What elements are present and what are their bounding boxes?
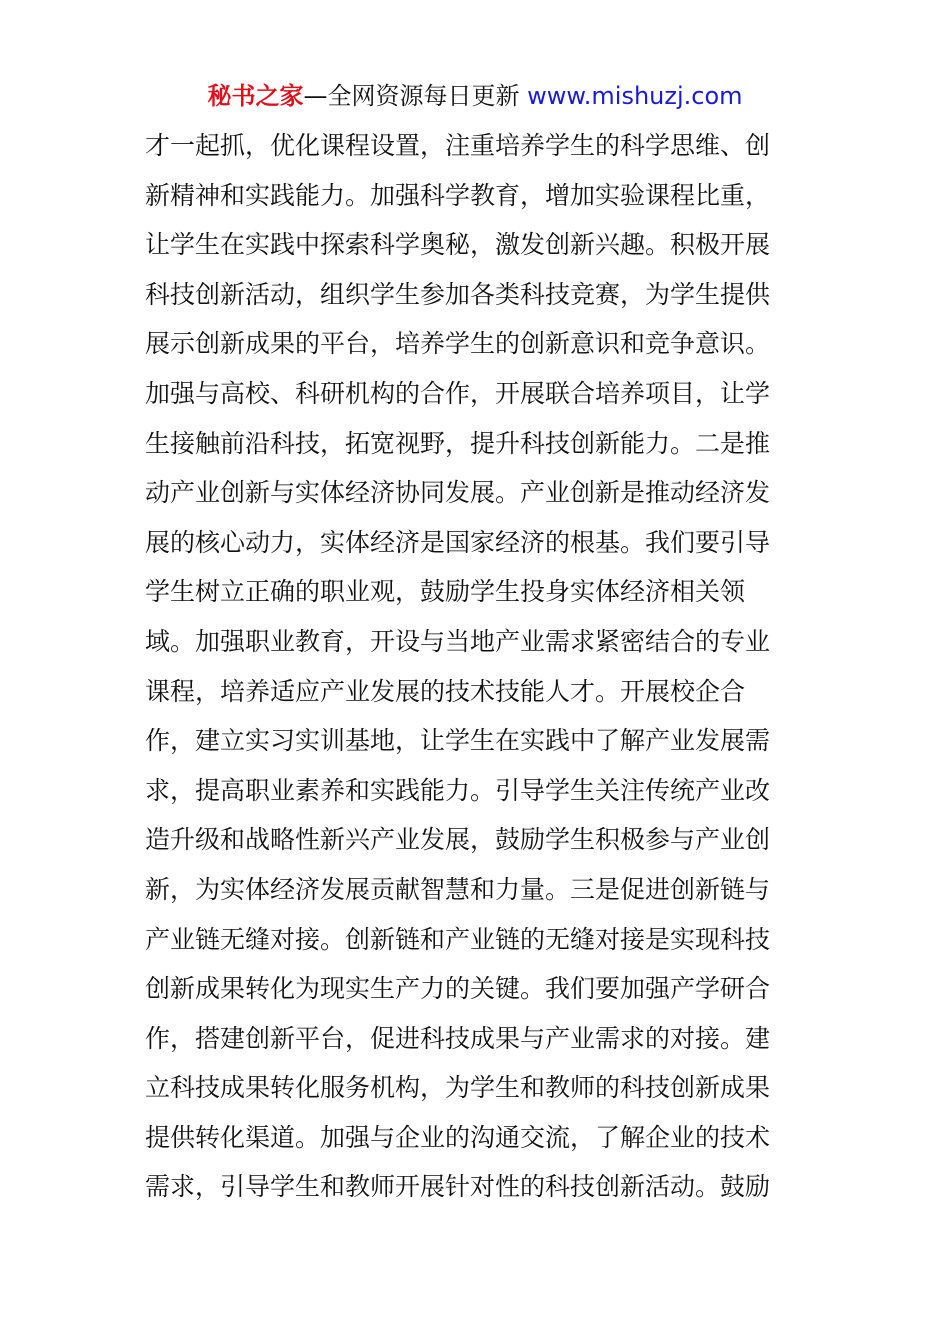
- text-line: 科技创新活动，组织学生参加各类科技竞赛，为学生提供: [145, 279, 771, 309]
- text-line: 作，建立实习实训基地，让学生在实践中了解产业发展需: [145, 726, 771, 756]
- text-line: 加强与高校、科研机构的合作，开展联合培养项目，让学: [145, 378, 771, 408]
- text-line: 产业链无缝对接。创新链和产业链的无缝对接是实现科技: [145, 924, 771, 954]
- text-line: 提供转化渠道。加强与企业的沟通交流，了解企业的技术: [145, 1122, 771, 1152]
- text-line: 展的核心动力，实体经济是国家经济的根基。我们要引导: [145, 527, 771, 557]
- page-header: [0, 79, 950, 113]
- text-line: 生接触前沿科技，拓宽视野，提升科技创新能力。二是推: [145, 428, 771, 458]
- text-line: 新，为实体经济发展贡献智慧和力量。三是促进创新链与: [145, 874, 771, 904]
- header-brand: 秘书之家: [207, 82, 304, 110]
- text-line: 造升级和战略性新兴产业发展，鼓励学生积极参与产业创: [145, 825, 771, 855]
- text-line: 课程，培养适应产业发展的技术技能人才。开展校企合: [145, 676, 746, 706]
- text-line: 才一起抓，优化课程设置，注重培养学生的科学思维、创: [145, 131, 771, 160]
- text-line: 求，提高职业素养和实践能力。引导学生关注传统产业改: [145, 775, 771, 805]
- text-line: 动产业创新与实体经济协同发展。产业创新是推动经济发: [145, 478, 771, 508]
- text-line: 让学生在实践中探索科学奥秘，激发创新兴趣。积极开展: [145, 230, 771, 260]
- text-line: 域。加强职业教育，开设与当地产业需求紧密结合的专业: [145, 626, 771, 656]
- text-line: 立科技成果转化服务机构，为学生和教师的科技创新成果: [145, 1073, 771, 1103]
- text-line: 创新成果转化为现实生产力的关键。我们要加强产学研合: [145, 974, 771, 1004]
- header-tagline: —全网资源每日更新: [303, 82, 528, 110]
- body-text: [145, 121, 815, 1212]
- text-line: 学生树立正确的职业观，鼓励学生投身实体经济相关领: [145, 577, 746, 607]
- text-line: 新精神和实践能力。加强科学教育，增加实验课程比重，: [145, 180, 771, 210]
- text-line: 需求，引导学生和教师开展针对性的科技创新活动。鼓励: [145, 1172, 771, 1202]
- text-line: 作，搭建创新平台，促进科技成果与产业需求的对接。建: [145, 1023, 771, 1053]
- header-site-url[interactable]: www.mishuzj.com: [527, 82, 743, 110]
- text-line: 展示创新成果的平台，培养学生的创新意识和竞争意识。: [145, 329, 771, 359]
